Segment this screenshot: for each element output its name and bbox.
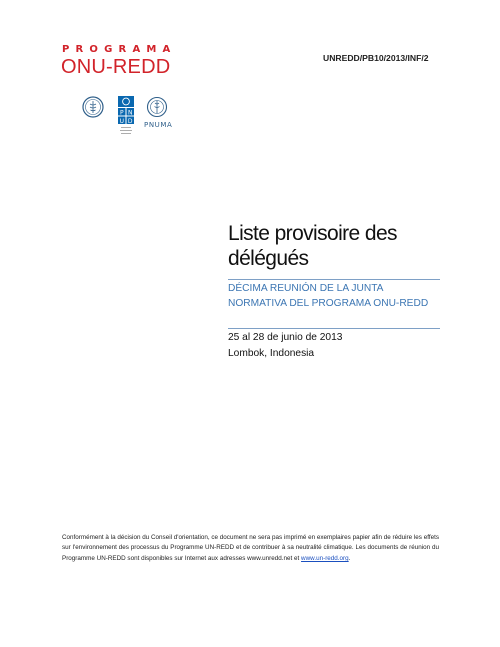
document-reference: UNREDD/PB10/2013/INF/2 <box>323 53 429 63</box>
meeting-location: Lombok, Indonesia <box>228 348 315 359</box>
programme-label: PROGRAMA <box>62 44 177 55</box>
unep-logo-icon <box>146 96 168 118</box>
undp-logo-icon <box>118 96 134 140</box>
notice-text: Conformément à la décision du Conseil d'orientation, ce document ne sera pas imprimé en exemplaires papier afin de réduire les effets sur l'environnement des processus du Programme UN-REDD et de contribuer à sa neutralité climatique. Les documents de réunion du Programme UN-REDD sont disponibles sur Internet aux adresses www.unredd.net et <box>62 534 439 562</box>
meeting-subtitle: DÉCIMA REUNIÓN DE LA JUNTA NORMATIVA DEL PROGRAMA ONU-REDD <box>228 283 429 309</box>
svg-text:P: P <box>119 109 124 117</box>
subtitle-divider <box>228 328 440 329</box>
document-title: Liste provisoire des délégués <box>228 222 397 270</box>
svg-text:N: N <box>127 109 133 117</box>
svg-text:U: U <box>119 117 125 125</box>
fao-logo-icon <box>82 96 104 118</box>
title-divider <box>228 279 440 280</box>
meeting-date: 25 al 28 de junio de 2013 <box>228 332 343 343</box>
environment-notice <box>62 533 439 564</box>
svg-text:D: D <box>127 117 133 125</box>
notice-end: . <box>348 554 351 562</box>
programme-name: ONU-REDD <box>61 56 171 78</box>
un-redd-website-link[interactable]: www.un-redd.org <box>301 554 349 562</box>
pnuma-label: PNUMA <box>144 121 173 129</box>
